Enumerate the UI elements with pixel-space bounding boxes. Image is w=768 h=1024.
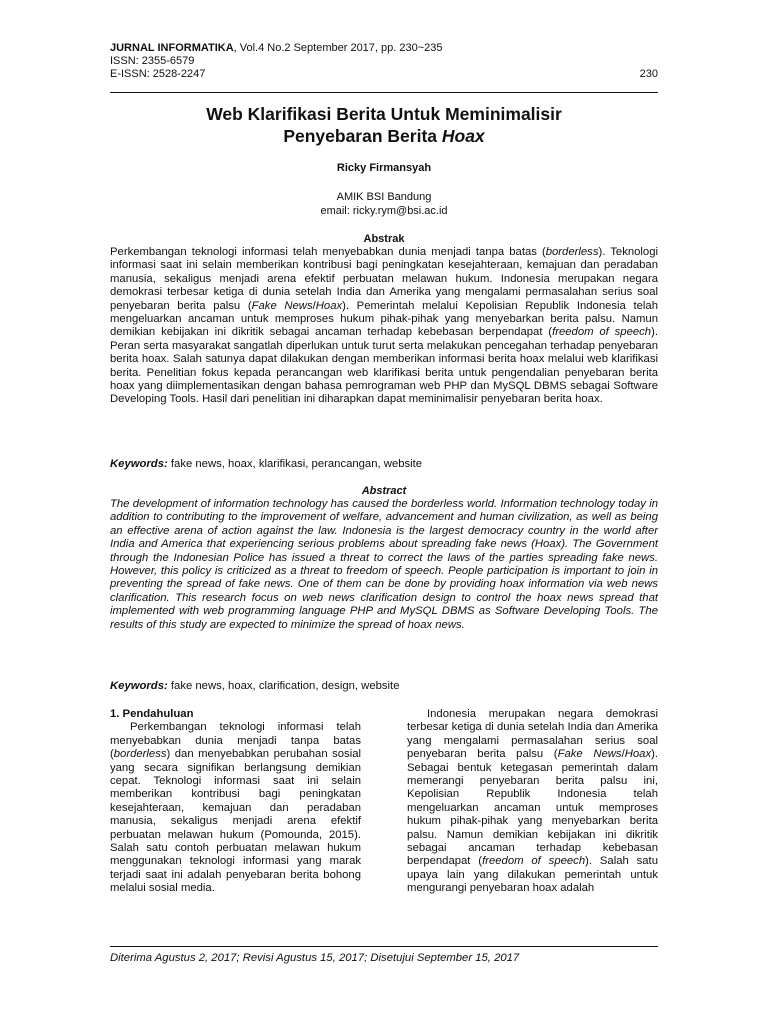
intro-left-column bbox=[110, 708, 361, 896]
abstrak-italic-3: Hoax bbox=[315, 299, 343, 312]
abstrak-italic-4: freedom of speech bbox=[552, 326, 652, 339]
intro-right-italic-3: freedom of speech bbox=[482, 855, 586, 868]
paper-title bbox=[110, 103, 658, 147]
abstract-heading: Abstract bbox=[361, 485, 407, 497]
abstrak-italic-1: borderless bbox=[545, 246, 599, 258]
keywords-indonesian bbox=[110, 458, 658, 471]
keywords-value: fake news, hoax, klarifikasi, perancangan, website bbox=[167, 458, 423, 470]
eissn-value: : 2528-2247 bbox=[146, 68, 206, 80]
intro-right-column bbox=[407, 708, 658, 896]
abstrak-italic-2: Fake News bbox=[251, 299, 313, 312]
issn: ISSN: 2355-6579 bbox=[110, 55, 195, 67]
keywords-en-value: fake news, hoax, clarification, design, website bbox=[167, 680, 400, 692]
intro-right-text-3: ). Sebagai bentuk ketegasan pemerintah dalam memerangi penyebaran berita palsu ini, Kepolisian Republik Indonesia telah mengeluarkan ancaman untuk memproses hukum pihak-pihak yang menyebarkan berita palsu. Namun demikian kebijakan ini dikritik sebagai ancaman terhadap kebebasan berpendapat ( bbox=[407, 748, 658, 868]
abstrak-text-1: Perkembangan teknologi informasi telah menyebabkan dunia menjadi tanpa batas ( bbox=[110, 246, 546, 258]
abstract-body: The development of information technology has caused the borderless world. Information technology today in addition to contributing to the improvement of welfare, advancement and human civilization, as well as being an effective arena of action against the law. Indonesia is the largest democracy country in the world after India and America that experiencing serious problems about spreading fake news (Hoax). The Government through the Indonesian Police has issued a threat to correct the laws of the parties spreading fake news. However, this policy is criticized as a threat to freedom of speech. People participation is important to join in preventing the spread of fake news. One of them can be done by providing hoax information via web news clarification. This research focus on web news clarification design to control the hoax news spread that implemented with web programming language PHP and MySQL DBMS as Software Developing Tools. The results of this study are expected to minimize the spread of hoax news. bbox=[110, 498, 658, 631]
journal-header bbox=[110, 42, 658, 81]
footer-divider bbox=[110, 946, 658, 947]
abstrak-text-3: / bbox=[312, 299, 316, 312]
abstrak-heading: Abstrak bbox=[363, 233, 405, 245]
institution: AMIK BSI Bandung bbox=[336, 191, 432, 203]
intro-right-italic-1: Fake News bbox=[557, 748, 622, 761]
eissn-label: E-ISSN bbox=[110, 68, 147, 80]
intro-paragraph-1 bbox=[110, 721, 361, 895]
title-line-2-italic: Hoax bbox=[441, 126, 485, 146]
submission-dates: Diterima Agustus 2, 2017; Revisi Agustus 15, 2017; Disetujui September 15, 2017 bbox=[110, 952, 520, 964]
journal-details: , Vol.4 No.2 September 2017, pp. 230~235 bbox=[233, 42, 443, 54]
journal-citation bbox=[110, 42, 658, 55]
title-line-2-text: Penyebaran Berita bbox=[283, 126, 442, 146]
intro-left-text-1: Perkembangan teknologi informasi telah menyebabkan dunia menjadi tanpa batas ( bbox=[110, 721, 361, 761]
keywords-label: Keywords: bbox=[110, 458, 168, 470]
intro-right-italic-2: Hoax bbox=[624, 748, 652, 761]
header-divider bbox=[110, 92, 658, 93]
keywords-en-label: Keywords: bbox=[110, 680, 168, 692]
journal-name: JURNAL INFORMATIKA bbox=[110, 42, 234, 54]
author-name: Ricky Firmansyah bbox=[336, 162, 432, 174]
title-line-2 bbox=[110, 125, 658, 147]
intro-left-text-2: ) dan menyebabkan perubahan sosial yang secara signifikan berlangsung demikian cepat. Teknologi informasi saat ini selain memberikan kontribusi bagi peningkatan kesejahteraan, kemajuan dan peradaban manusia, sekaligus menjadi arena efektif perbuatan melawan hukum (Pomounda, 2015). Salah satu contoh perbuatan melawan hukum menggunakan teknologi informasi yang marak terjadi saat ini adalah penyebaran berita bohong melalui sosial media. bbox=[110, 748, 361, 895]
intro-paragraph-2 bbox=[407, 708, 658, 896]
abstrak-text-4: ). Pemerintah melalui Kepolisian Republik Indonesia telah mengeluarkan ancaman untuk memproses hukum pihak-pihak yang menyebarkan berita palsu. Namun demikian kebijakan ini dikritik sebagai ancaman terhadap kebebasan berpendapat ( bbox=[110, 299, 658, 339]
intro-left-italic-1: borderless bbox=[113, 748, 167, 761]
section-heading: 1. Pendahuluan bbox=[110, 708, 194, 720]
intro-right-text-2: / bbox=[621, 748, 625, 761]
abstrak-body bbox=[110, 246, 658, 407]
abstrak-text-5: ). Peran serta masyarakat sangatlah diperlukan untuk turut serta melakukan pencegahan terhadap penyebaran berita hoax. Salah satunya dapat dilakukan dengan memberikan informasi berita hoax melalui web klarifikasi berita. Penelitian fokus kepada perancangan web klarifikasi berita untuk pengendalian penyebaran berita hoax yang diimplementasikan dengan bahasa pemrograman web PHP dan MySQL DBMS sebagai Software Developing Tools. Hasil dari penelitian ini diharapkan dapat meminimalisir penyebaran berita hoax. bbox=[110, 326, 658, 406]
title-line-1: Web Klarifikasi Berita Untuk Meminimalisir bbox=[206, 104, 562, 124]
intro-right-text-4: ). Salah satu upaya lain yang dilakukan pemerintah untuk mengurangi penyebaran hoax adalah bbox=[407, 855, 658, 895]
eissn-row bbox=[110, 68, 658, 81]
author-email: email: ricky.rym@bsi.ac.id bbox=[320, 205, 448, 217]
abstrak-text-2: ). Teknologi informasi saat ini selain memberikan kontribusi bagi peningkatan kesejahteraan, kemajuan dan peradaban manusia, sekaligus menjadi arena efektif perbuatan melawan hukum. Indonesia merupakan negara demokrasi terbesar ketiga di dunia setelah India dan Amerika yang mengalami permasalahan serius soal penyebaran berita palsu ( bbox=[110, 246, 658, 312]
intro-right-text-1: Indonesia merupakan negara demokrasi terbesar ketiga di dunia setelah India dan Amerika yang mengalami permasalahan serius soal penyebaran berita palsu ( bbox=[407, 708, 658, 761]
page-number: 230 bbox=[639, 68, 658, 80]
affiliation bbox=[110, 190, 658, 218]
keywords-english bbox=[110, 680, 658, 693]
